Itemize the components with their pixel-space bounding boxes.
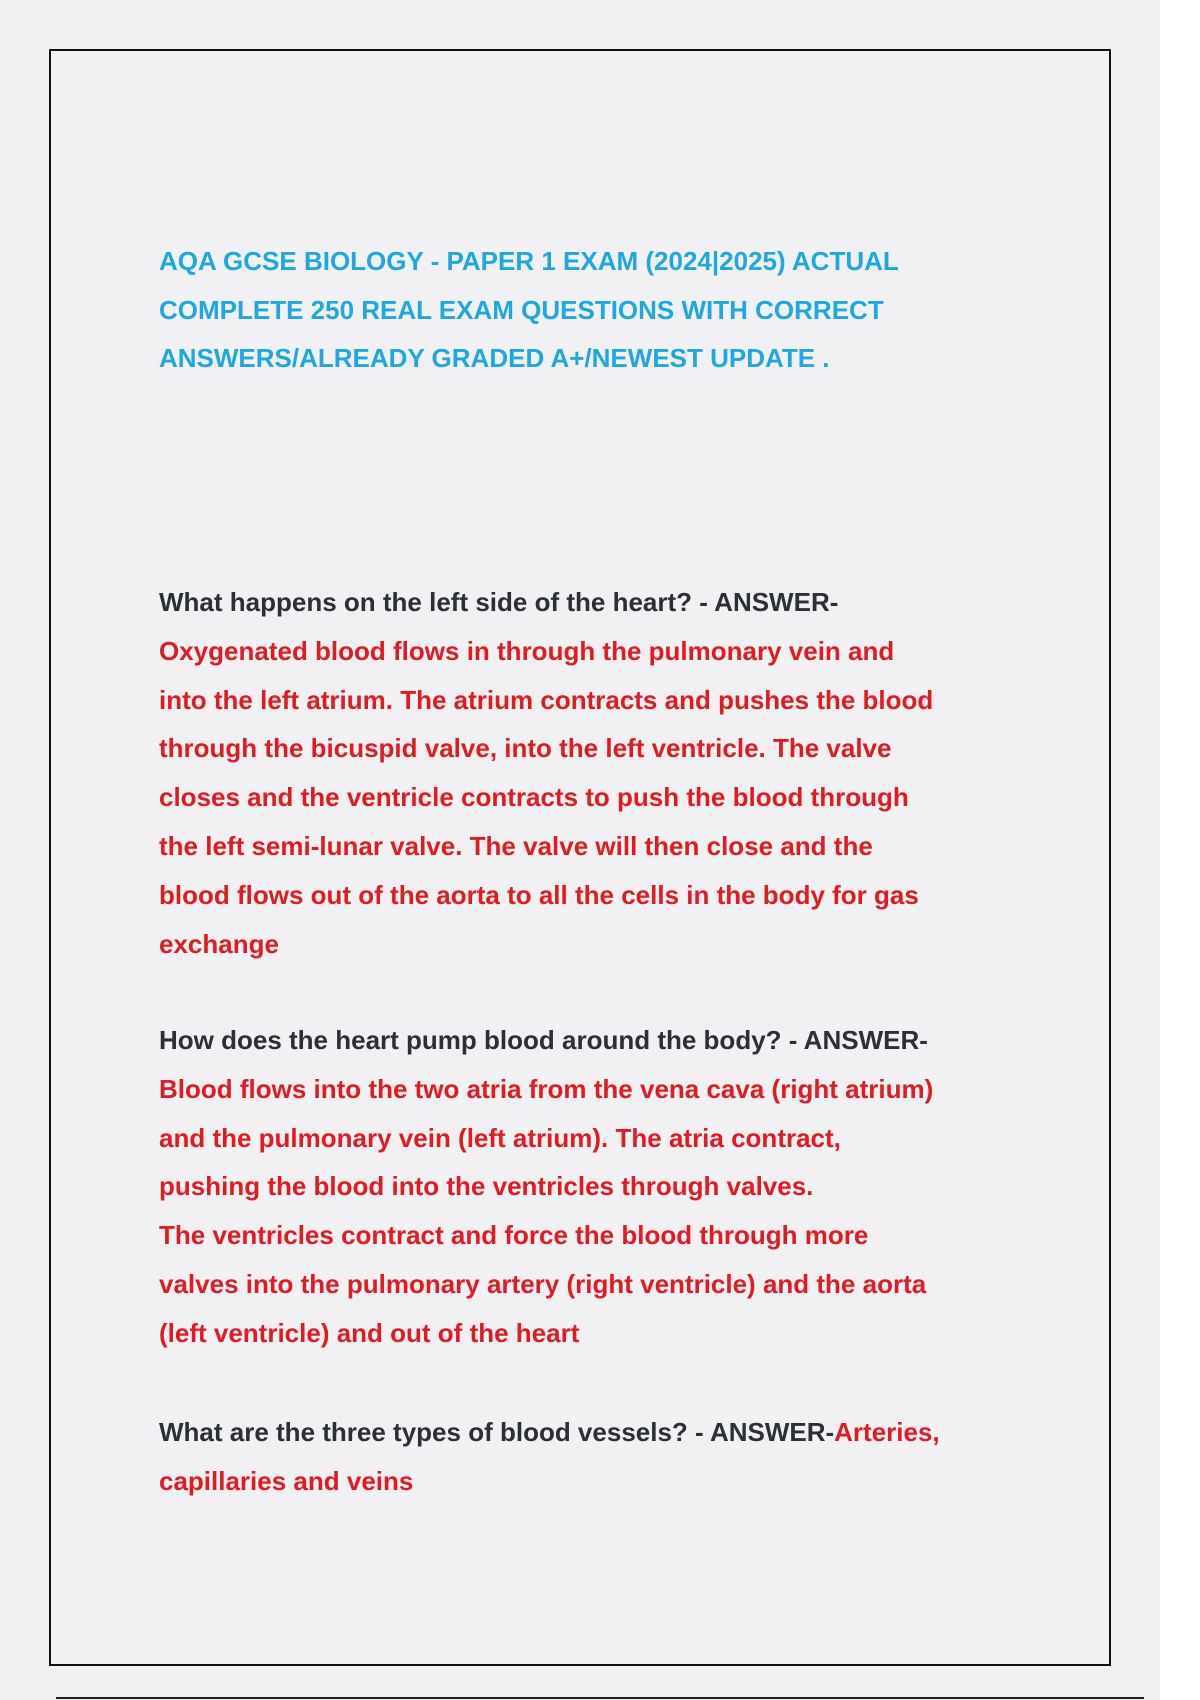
qa-item-blood-vessels bbox=[159, 1408, 1079, 1506]
qa-item-heart-pump bbox=[159, 1016, 1079, 1358]
right-page-edge bbox=[1160, 0, 1200, 1700]
next-page-top-border bbox=[56, 1697, 1144, 1699]
question-text: What are the three types of blood vessels? - ANSWER- bbox=[159, 1417, 835, 1447]
answer-text: Oxygenated blood flows in through the pulmonary vein and into the left atrium. The atrium contracts and pushes the blood through the bicuspid valve, into the left ventricle. The valve closes and the ventricle contracts to push the blood through the left semi-lunar valve. The valve will then close and the blood flows out of the aorta to all the cells in the body for gas exchange bbox=[159, 635, 934, 959]
question-text: What happens on the left side of the heart? - ANSWER- bbox=[159, 587, 839, 617]
answer-text: Blood flows into the two atria from the vena cava (right atrium) and the pulmonary vein (left atrium). The atria contract, pushing the blood into the ventricles through valves. The ventricles contract and force the blood through more valves into the pulmonary artery (right ventricle) and the aorta (left ventricle) and out of the heart bbox=[159, 1073, 934, 1348]
qa-item-left-heart bbox=[159, 578, 1079, 968]
document-page bbox=[49, 49, 1111, 1666]
document-title: AQA GCSE BIOLOGY - PAPER 1 EXAM (2024|2025) ACTUAL COMPLETE 250 REAL EXAM QUESTIONS WITH CORRECT ANSWERS/ALREADY GRADED A+/NEWEST UPDATE . bbox=[159, 246, 899, 373]
answer-text: Arteries, capillaries and veins bbox=[159, 1417, 940, 1496]
question-text: How does the heart pump blood around the body? - ANSWER- bbox=[159, 1025, 928, 1055]
